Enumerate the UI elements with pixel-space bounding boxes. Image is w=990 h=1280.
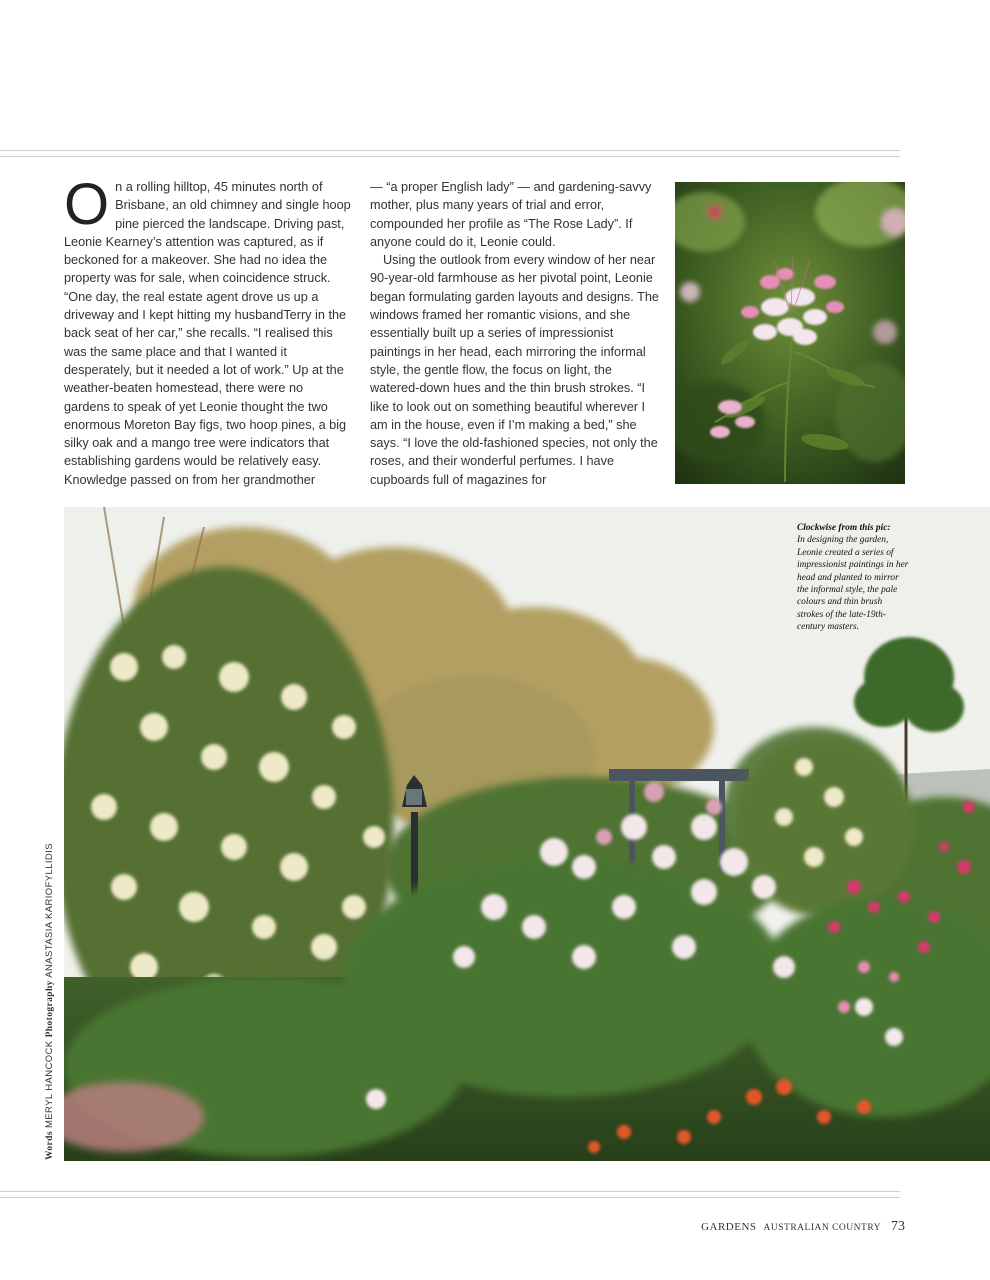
paragraph-1: n a rolling hilltop, 45 minutes north of Brisbane, an old chimney and single hoop pine pierced the landscape. Driving past, Leonie Kearney’s attention was captured, as if beckoned for a makeover. She had no idea the property was for sale, when coincidence struck. “One day, the real estate agent drove us up a driveway and I kept hitting my husbandTerry in the back seat of her car,” she recalls. “I realised this was the same place and that I wanted it desperately, but it needed a lot of work.” Up at the weather-beaten homestead, there were no gardens to speak of yet Leonie thought the two enormous Moreton Bay figs, two hoop pines, a big silky oak and a mango tree were indicators that establishing gardens would be relatively easy. Knowledge passed on from her grandmother [64,180,351,487]
article-column-2 [370,178,660,489]
drop-cap: O [64,172,110,237]
photo-caption [797,522,909,634]
top-rule-2 [0,156,900,157]
article-column-1 [64,172,352,489]
caption-body: In designing the garden, Leonie created a series of impressionist paintings in her head and planted to mirror the informal style, the pale colours and thin brush strokes of the late-19th-century masters. [797,535,909,633]
bottom-rule-2 [0,1197,900,1198]
words-name: MERYL HANCOCK [44,1040,55,1129]
page-footer [701,1217,905,1235]
photography-label: Photography [45,980,55,1038]
paragraph-1-continued: — “a proper English lady” — and gardening-savvy mother, plus many years of trial and error, compounded her profile as “The Rose Lady”. If anyone could do it, Leonie could. [370,180,652,249]
caption-title: Clockwise from this pic: [797,523,891,533]
magazine-section: AUSTRALIAN COUNTRY [763,1223,881,1233]
page-number: 73 [891,1219,905,1234]
paragraph-2: Using the outlook from every window of her near 90-year-old farmhouse as her pivotal point, Leonie began formulating garden layouts and designs. The windows framed her romantic visions, and she essentially built up a series of impressionist paintings in her head, each mirroring the informal style, the gentle flow, the focus on light, the watered-down hues and the thin brush strokes. “I like to look out on something beautiful wherever I am in the house, even if I’m making a bed,” she says. “I love the old-fashioned species, not only the roses, and their wonderful perfumes. I have cupboards full of magazines for [370,253,659,487]
cleome-flower-photo [675,182,905,484]
photo-credit [44,843,55,1160]
top-rule-1 [0,150,900,151]
photography-name: ANASTASIA KARIOFYLLIDIS [44,843,55,978]
magazine-name: GARDENS [701,1221,757,1233]
words-label: Words [45,1131,55,1160]
bottom-rule-1 [0,1191,900,1192]
